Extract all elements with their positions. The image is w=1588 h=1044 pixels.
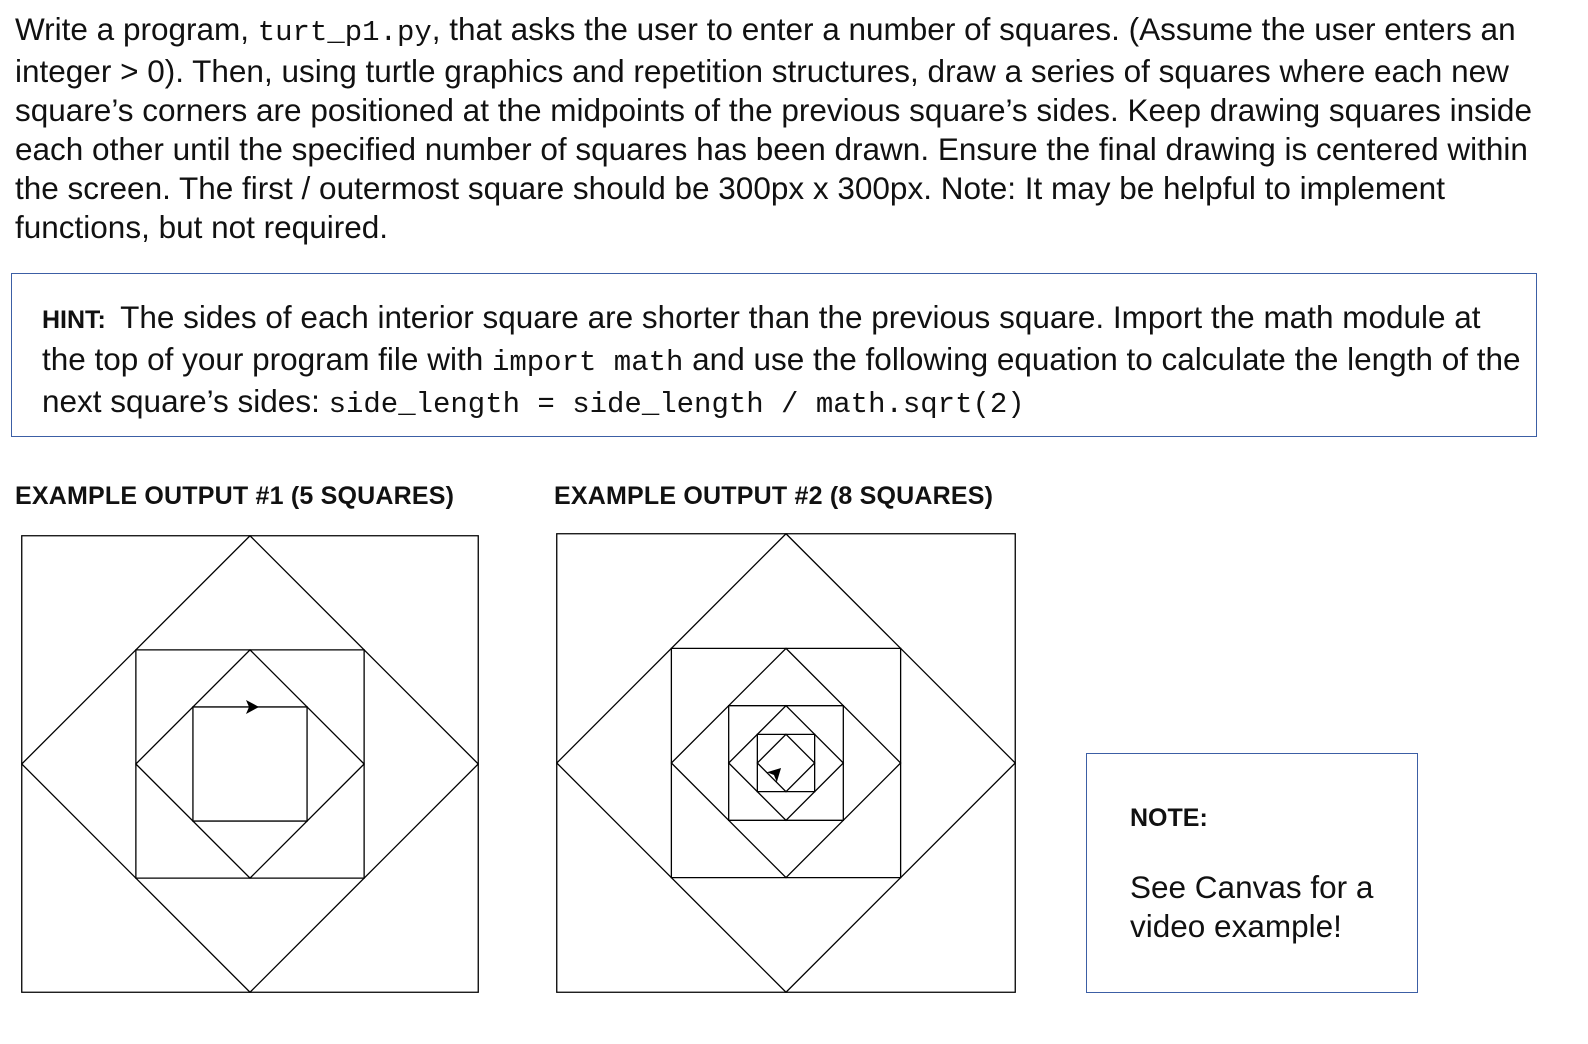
import-math-code: import math xyxy=(491,346,684,379)
assignment-description xyxy=(15,10,1575,247)
intro-text-part2: , that asks the user to enter a number of squares. (Assume the user enters an integer > 0). Then, using turtle graphics and repetition structures, draw a series of squares where each new square’s corners are positioned at the midpoints of the previous square’s sides. Keep drawing squares inside each other until the specified number of squares has been drawn. Ensure the final drawing is centered within the screen. The first / outermost square should be 300px x 300px. Note: It may be helpful to implement functions, but not required. xyxy=(15,11,1532,245)
square-1 xyxy=(22,536,479,993)
hint-text-part2: and use the following equation to calculate the length of the next square’s sides: xyxy=(42,341,1521,419)
square-3 xyxy=(671,648,900,877)
square-3 xyxy=(136,650,364,878)
example-output-1-title: EXAMPLE OUTPUT #1 (5 SQUARES) xyxy=(15,482,455,510)
example-output-1-drawing xyxy=(21,535,479,993)
square-8 xyxy=(757,734,814,791)
square-5 xyxy=(729,706,844,821)
program-filename: turt_p1.py xyxy=(257,16,432,49)
hint-text xyxy=(42,298,1522,424)
side-length-equation-code: side_length = side_length / math.sqrt(2) xyxy=(328,388,1025,421)
square-2 xyxy=(22,536,479,993)
note-box xyxy=(1086,753,1418,993)
intro-text-part1: Write a program, xyxy=(15,11,258,47)
square-4 xyxy=(136,650,364,878)
turtle-cursor-icon xyxy=(767,763,786,782)
square-1 xyxy=(557,534,1016,993)
square-2 xyxy=(557,534,1016,993)
example-output-2-drawing xyxy=(556,533,1016,993)
hint-text-part1: The sides of each interior square are shorter than the previous square. Import the math module at the top of your program file with xyxy=(42,299,1481,377)
square-5 xyxy=(193,707,307,821)
note-label: NOTE: xyxy=(1130,804,1208,832)
example-output-2-title: EXAMPLE OUTPUT #2 (8 SQUARES) xyxy=(554,482,994,510)
hint-box xyxy=(11,273,1537,437)
note-text: See Canvas for a video example! xyxy=(1130,869,1374,944)
square-7 xyxy=(757,734,814,791)
square-6 xyxy=(729,706,844,821)
hint-label: HINT: xyxy=(42,306,106,334)
square-4 xyxy=(671,648,900,877)
